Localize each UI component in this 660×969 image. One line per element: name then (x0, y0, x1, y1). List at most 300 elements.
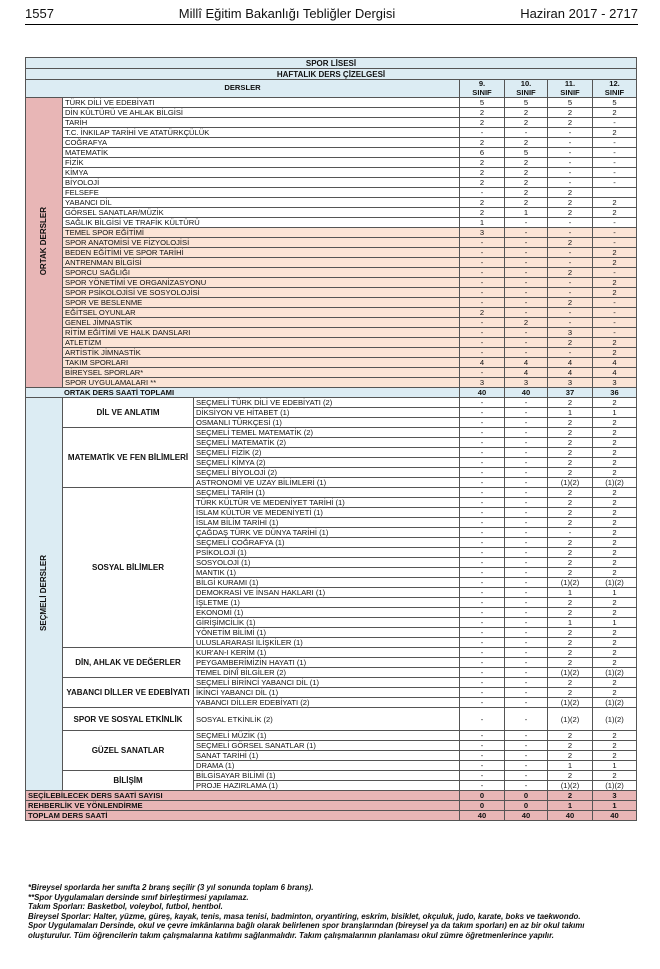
hour-cell: - (460, 761, 505, 771)
hour-cell: 2 (548, 448, 593, 458)
hour-cell: 2 (593, 528, 637, 538)
hour-cell: 4 (505, 368, 548, 378)
table-row (26, 128, 637, 138)
hour-cell: 2 (593, 548, 637, 558)
hour-cell: - (460, 731, 505, 741)
table-row (26, 338, 637, 348)
course-name: SPOR ANATOMİSİ VE FİZYOLOJİSİ (63, 238, 460, 248)
hour-cell: 3 (460, 378, 505, 388)
hour-cell: 2 (593, 638, 637, 648)
hour-cell: - (505, 741, 548, 751)
hour-cell: - (460, 488, 505, 498)
hour-cell: 4 (460, 358, 505, 368)
hour-cell: - (593, 168, 637, 178)
hour-cell: 2 (460, 138, 505, 148)
hour-cell: - (505, 508, 548, 518)
hour-cell: - (548, 128, 593, 138)
footnote-line: **Spor Uygulamaları dersinde sınıf birleştirmesi yapılamaz. (28, 892, 249, 902)
hour-cell: - (460, 528, 505, 538)
hour-cell: - (460, 428, 505, 438)
table-row (26, 98, 637, 108)
hour-cell: 2 (548, 188, 593, 198)
hour-cell: - (505, 761, 548, 771)
hour-cell: 2 (505, 318, 548, 328)
hour-cell: 2 (548, 658, 593, 668)
hour-cell: (1)(2) (548, 698, 593, 708)
secmeli-label-text: SEÇMELİ DERSLER (39, 554, 48, 631)
hour-cell: - (593, 318, 637, 328)
table-title: SPOR LİSESİ (26, 58, 637, 69)
course-name: BİLGİSAYAR BİLİMİ (1) (194, 771, 460, 781)
table-row (26, 398, 637, 408)
hour-cell: 2 (548, 628, 593, 638)
course-name: SEÇMELİ TEMEL MATEMATİK (2) (194, 428, 460, 438)
hour-cell: - (548, 308, 593, 318)
course-name: BEDEN EĞİTİMİ VE SPOR TARİHİ (63, 248, 460, 258)
summary-cell: 40 (460, 811, 505, 821)
course-group-label: BİLİŞİM (63, 771, 194, 791)
table-row (26, 268, 637, 278)
hour-cell: - (460, 238, 505, 248)
courses-column-header: DERSLER (26, 80, 460, 98)
summary-cell: 0 (460, 791, 505, 801)
hour-cell: 2 (548, 648, 593, 658)
hour-cell: - (505, 648, 548, 658)
hour-cell: (1)(2) (548, 478, 593, 488)
course-name: İŞLETME (1) (194, 598, 460, 608)
hour-cell: - (505, 598, 548, 608)
table-row (26, 358, 637, 368)
hour-cell: 2 (505, 108, 548, 118)
course-name: SEÇMELİ TÜRK DİLİ VE EDEBİYATI (2) (194, 398, 460, 408)
hour-cell: 1 (593, 761, 637, 771)
course-name: SEÇMELİ BİYOLOJİ (2) (194, 468, 460, 478)
hour-cell: 2 (593, 348, 637, 358)
hour-cell: 2 (460, 308, 505, 318)
course-group-label: SPOR VE SOSYAL ETKİNLİK (63, 708, 194, 731)
hour-cell: - (460, 678, 505, 688)
course-name: DEMOKRASİ VE İNSAN HAKLARI (1) (194, 588, 460, 598)
hour-cell: 2 (593, 558, 637, 568)
course-name: FİZİK (63, 158, 460, 168)
hour-cell: - (548, 178, 593, 188)
hour-cell: - (505, 638, 548, 648)
hour-cell: - (505, 608, 548, 618)
hour-cell: - (460, 741, 505, 751)
hour-cell: - (505, 668, 548, 678)
hour-cell: - (505, 688, 548, 698)
hour-cell: - (460, 688, 505, 698)
course-name: YABANCI DİL (63, 198, 460, 208)
hour-cell: - (460, 588, 505, 598)
hour-cell: 1 (505, 208, 548, 218)
hour-cell: 2 (593, 498, 637, 508)
course-name: ATLETİZM (63, 338, 460, 348)
course-name: SEÇMELİ MÜZİK (1) (194, 731, 460, 741)
hour-cell: (1)(2) (593, 578, 637, 588)
table-row (26, 168, 637, 178)
hour-cell: 2 (593, 741, 637, 751)
hour-cell: - (548, 318, 593, 328)
course-name: SEÇMELİ BİRİNCİ YABANCI DİL (1) (194, 678, 460, 688)
course-name: SAĞLIK BİLGİSİ VE TRAFİK KÜLTÜRÜ (63, 218, 460, 228)
hour-cell: 2 (593, 518, 637, 528)
hour-cell: 2 (548, 638, 593, 648)
hour-cell: - (460, 548, 505, 558)
hour-cell: - (505, 698, 548, 708)
hour-cell: - (460, 448, 505, 458)
summary-cell: 1 (593, 801, 637, 811)
course-name: ASTRONOMİ VE UZAY BİLİMLERİ (1) (194, 478, 460, 488)
hour-cell: - (505, 488, 548, 498)
hour-cell: 2 (593, 248, 637, 258)
hour-cell: - (505, 628, 548, 638)
secmeli-section-label (26, 398, 63, 791)
hour-cell: 2 (593, 568, 637, 578)
hour-cell: 2 (593, 198, 637, 208)
hour-cell: 2 (505, 198, 548, 208)
hour-cell: 2 (548, 198, 593, 208)
table-row (26, 308, 637, 318)
hour-cell: - (460, 288, 505, 298)
course-name: COĞRAFYA (63, 138, 460, 148)
course-name: SPOR PSİKOLOJİSİ VE SOSYOLOJİSİ (63, 288, 460, 298)
hour-cell: - (460, 558, 505, 568)
hour-cell: 2 (548, 468, 593, 478)
table-row (26, 428, 637, 438)
hour-cell: 2 (548, 298, 593, 308)
hour-cell: 2 (593, 258, 637, 268)
summary-cell: 0 (505, 801, 548, 811)
hour-cell: 2 (505, 178, 548, 188)
course-group-label: DİN, AHLAK VE DEĞERLER (63, 648, 194, 678)
table-row (26, 228, 637, 238)
hour-cell: 2 (548, 208, 593, 218)
hour-cell: - (460, 188, 505, 198)
hour-cell: 1 (593, 618, 637, 628)
hour-cell: 2 (548, 568, 593, 578)
hour-cell: 3 (548, 328, 593, 338)
course-name: ANTRENMAN BİLGİSİ (63, 258, 460, 268)
hour-cell: 2 (548, 558, 593, 568)
hour-cell: 2 (593, 731, 637, 741)
hour-cell: 2 (548, 741, 593, 751)
hour-cell: 1 (548, 618, 593, 628)
hour-cell: - (460, 598, 505, 608)
hour-cell: 3 (593, 378, 637, 388)
summary-cell: 0 (460, 801, 505, 811)
ortak-total-label: ORTAK DERS SAATİ TOPLAMI (26, 388, 460, 398)
hour-cell: - (460, 751, 505, 761)
hour-cell: 2 (593, 598, 637, 608)
table-row (26, 288, 637, 298)
hour-cell: - (460, 458, 505, 468)
hour-cell: - (505, 398, 548, 408)
summary-label: SEÇİLEBİLECEK DERS SAATİ SAYISI (26, 791, 460, 801)
hour-cell: - (460, 258, 505, 268)
hour-cell: 2 (548, 731, 593, 741)
hour-cell: 2 (548, 428, 593, 438)
footnote-line: Bireysel Sporlar: Halter, yüzme, güreş, kayak, tenis, masa tenisi, badminton, oryantiring, eskrim, bisiklet, okçuluk, judo, karate, boks ve taekwondo. (28, 911, 581, 921)
course-name: DİN KÜLTÜRÜ VE AHLAK BİLGİSİ (63, 108, 460, 118)
course-name: SEÇMELİ FİZİK (2) (194, 448, 460, 458)
grade-9-header: 9. SINIF (460, 80, 505, 98)
hour-cell: - (460, 468, 505, 478)
hour-cell: 2 (593, 628, 637, 638)
table-row (26, 731, 637, 741)
course-name: OSMANLI TÜRKÇESİ (1) (194, 418, 460, 428)
table-row (26, 208, 637, 218)
hour-cell: 1 (460, 218, 505, 228)
hour-cell: - (593, 308, 637, 318)
hour-cell: - (460, 478, 505, 488)
header-rule (25, 24, 638, 25)
table-row (26, 238, 637, 248)
hour-cell: - (505, 708, 548, 731)
course-name: SPOR UYGULAMALARI ** (63, 378, 460, 388)
hour-cell: - (460, 398, 505, 408)
hour-cell: 2 (548, 598, 593, 608)
grade-10-header: 10. SINIF (505, 80, 548, 98)
course-name: BİYOLOJİ (63, 178, 460, 188)
hour-cell: - (460, 568, 505, 578)
hour-cell: 2 (593, 678, 637, 688)
total-cell: 40 (460, 388, 505, 398)
hour-cell: 5 (505, 98, 548, 108)
hour-cell: - (505, 658, 548, 668)
hour-cell: 3 (460, 228, 505, 238)
hour-cell: 2 (548, 688, 593, 698)
footnotes (28, 883, 626, 941)
hour-cell: - (505, 218, 548, 228)
page-header (25, 4, 638, 22)
ortak-label-text: ORTAK DERSLER (39, 207, 48, 276)
hour-cell: 2 (460, 208, 505, 218)
hour-cell: - (505, 518, 548, 528)
hour-cell: - (505, 248, 548, 258)
hour-cell: (1)(2) (548, 781, 593, 791)
hour-cell: 5 (505, 148, 548, 158)
hour-cell: - (548, 168, 593, 178)
hour-cell: 2 (548, 488, 593, 498)
hour-cell: 2 (593, 468, 637, 478)
course-name: BİREYSEL SPORLAR* (63, 368, 460, 378)
hour-cell: - (505, 308, 548, 318)
hour-cell: - (593, 268, 637, 278)
course-name: TAKIM SPORLARI (63, 358, 460, 368)
hour-cell: (1)(2) (548, 578, 593, 588)
table-row (26, 278, 637, 288)
course-name: TÜRK DİLİ VE EDEBİYATI (63, 98, 460, 108)
table-row (26, 678, 637, 688)
course-name: T.C. İNKILAP TARİHİ VE ATATÜRKÇÜLÜK (63, 128, 460, 138)
hour-cell: - (505, 428, 548, 438)
hour-cell: - (505, 408, 548, 418)
hour-cell: - (460, 368, 505, 378)
hour-cell: - (505, 578, 548, 588)
hour-cell: - (593, 138, 637, 148)
hour-cell: - (505, 771, 548, 781)
course-name: DRAMA (1) (194, 761, 460, 771)
grade-12-header: 12. SINIF (593, 80, 637, 98)
hour-cell: 2 (548, 751, 593, 761)
course-group-label: DİL VE ANLATIM (63, 398, 194, 428)
hour-cell: - (505, 558, 548, 568)
hour-cell: - (593, 118, 637, 128)
course-name: MANTIK (1) (194, 568, 460, 578)
hour-cell: - (593, 158, 637, 168)
course-group-label: YABANCI DİLLER VE EDEBİYATI (63, 678, 194, 708)
footnote-line: *Bireysel sporlarda her sınıfta 2 branş seçilir (3 yıl sonunda toplam 6 branş). (28, 883, 314, 892)
hour-cell: - (548, 348, 593, 358)
hour-cell: - (505, 238, 548, 248)
hour-cell: - (505, 328, 548, 338)
hour-cell: 2 (548, 108, 593, 118)
table-row (26, 298, 637, 308)
hour-cell: 2 (505, 158, 548, 168)
hour-cell: - (460, 438, 505, 448)
course-name: SANAT TARİHİ (1) (194, 751, 460, 761)
hour-cell: 2 (460, 118, 505, 128)
hour-cell: - (460, 618, 505, 628)
course-name: ÇAĞDAŞ TÜRK VE DÜNYA TARİHİ (1) (194, 528, 460, 538)
hour-cell: (1)(2) (548, 668, 593, 678)
course-name: SEÇMELİ KİMYA (2) (194, 458, 460, 468)
table-subtitle: HAFTALIK DERS ÇİZELGESİ (26, 69, 637, 80)
hour-cell: - (548, 248, 593, 258)
hour-cell: - (505, 498, 548, 508)
hour-cell: 2 (505, 138, 548, 148)
course-group-label: MATEMATİK VE FEN BİLİMLERİ (63, 428, 194, 488)
hour-cell: 2 (548, 771, 593, 781)
summary-label: REHBERLİK VE YÖNLENDİRME (26, 801, 460, 811)
summary-row (26, 811, 637, 821)
journal-title: Millî Eğitim Bakanlığı Tebliğler Dergisi (178, 5, 396, 21)
hour-cell: 2 (593, 108, 637, 118)
course-name: YABANCI DİLLER EDEBİYATI (2) (194, 698, 460, 708)
hour-cell (593, 188, 637, 198)
hour-cell: - (460, 128, 505, 138)
hour-cell: 1 (593, 588, 637, 598)
hour-cell: 4 (593, 368, 637, 378)
hour-cell: - (460, 508, 505, 518)
hour-cell: 2 (548, 438, 593, 448)
hour-cell: - (505, 418, 548, 428)
table-row (26, 258, 637, 268)
hour-cell: 2 (460, 158, 505, 168)
hour-cell: - (460, 318, 505, 328)
hour-cell: 2 (548, 268, 593, 278)
course-name: GİRİŞİMCİLİK (1) (194, 618, 460, 628)
summary-cell: 2 (548, 791, 593, 801)
ortak-total-row (26, 388, 637, 398)
hour-cell: - (505, 128, 548, 138)
summary-cell: 1 (548, 801, 593, 811)
total-cell: 40 (505, 388, 548, 398)
hour-cell: 2 (593, 288, 637, 298)
hour-cell: - (505, 781, 548, 791)
hour-cell: 4 (548, 358, 593, 368)
hour-cell: - (505, 228, 548, 238)
course-name: TARİH (63, 118, 460, 128)
course-name: BİLGİ KURAMI (1) (194, 578, 460, 588)
hour-cell: (1)(2) (593, 668, 637, 678)
course-name: İSLAM BİLİM TARİHİ (1) (194, 518, 460, 528)
hour-cell: 2 (593, 448, 637, 458)
hour-cell: - (505, 618, 548, 628)
course-name: GÖRSEL SANATLAR/MÜZİK (63, 208, 460, 218)
course-name: SOSYOLOJİ (1) (194, 558, 460, 568)
hour-cell: - (593, 328, 637, 338)
hour-cell: 6 (460, 148, 505, 158)
course-name: DİKSİYON VE HİTABET (1) (194, 408, 460, 418)
course-name: İSLAM KÜLTÜR VE MEDENİYETİ (1) (194, 508, 460, 518)
hour-cell: - (460, 298, 505, 308)
hour-cell: - (548, 218, 593, 228)
hour-cell: - (505, 268, 548, 278)
hour-cell: - (505, 548, 548, 558)
ortak-section-label (26, 98, 63, 388)
hour-cell: 2 (593, 208, 637, 218)
hour-cell: 2 (593, 508, 637, 518)
summary-cell: 40 (548, 811, 593, 821)
hour-cell: (1)(2) (548, 708, 593, 731)
hour-cell: - (460, 771, 505, 781)
hour-cell: 2 (593, 418, 637, 428)
hour-cell: - (505, 538, 548, 548)
hour-cell: - (548, 158, 593, 168)
course-name: SEÇMELİ COĞRAFYA (1) (194, 538, 460, 548)
hour-cell: - (460, 708, 505, 731)
hour-cell: 2 (548, 118, 593, 128)
hour-cell: 2 (593, 398, 637, 408)
hour-cell: - (548, 288, 593, 298)
course-name: TEMEL DİNÎ BİLGİLER (2) (194, 668, 460, 678)
table-row (26, 368, 637, 378)
course-name: İKİNCİ YABANCI DİL (1) (194, 688, 460, 698)
hour-cell: 2 (593, 771, 637, 781)
hour-cell: 2 (548, 238, 593, 248)
hour-cell: - (505, 568, 548, 578)
course-name: SEÇMELİ TARİH (1) (194, 488, 460, 498)
hour-cell: 2 (593, 338, 637, 348)
table-row (26, 118, 637, 128)
hour-cell: - (505, 528, 548, 538)
table-row (26, 138, 637, 148)
course-name: TÜRK KÜLTÜR VE MEDENİYET TARİHİ (1) (194, 498, 460, 508)
table-row (26, 158, 637, 168)
hour-cell: - (548, 528, 593, 538)
hour-cell: 2 (460, 108, 505, 118)
table-row (26, 248, 637, 258)
hour-cell: - (505, 468, 548, 478)
hour-cell: 3 (548, 378, 593, 388)
issue-label: Haziran 2017 - 2717 (520, 5, 638, 21)
table-row (26, 378, 637, 388)
hour-cell: - (460, 648, 505, 658)
course-name: TEMEL SPOR EĞİTİMİ (63, 228, 460, 238)
course-name: EĞİTSEL OYUNLAR (63, 308, 460, 318)
hour-cell: 2 (593, 538, 637, 548)
hour-cell: 2 (593, 488, 637, 498)
footnote-line: Takım Sporları: Basketbol, voleybol, futbol, hentbol. (28, 902, 223, 912)
hour-cell: - (460, 498, 505, 508)
hour-cell: - (593, 148, 637, 158)
hour-cell: 2 (593, 688, 637, 698)
hour-cell: - (505, 458, 548, 468)
summary-cell: 40 (593, 811, 637, 821)
hour-cell: 2 (593, 128, 637, 138)
